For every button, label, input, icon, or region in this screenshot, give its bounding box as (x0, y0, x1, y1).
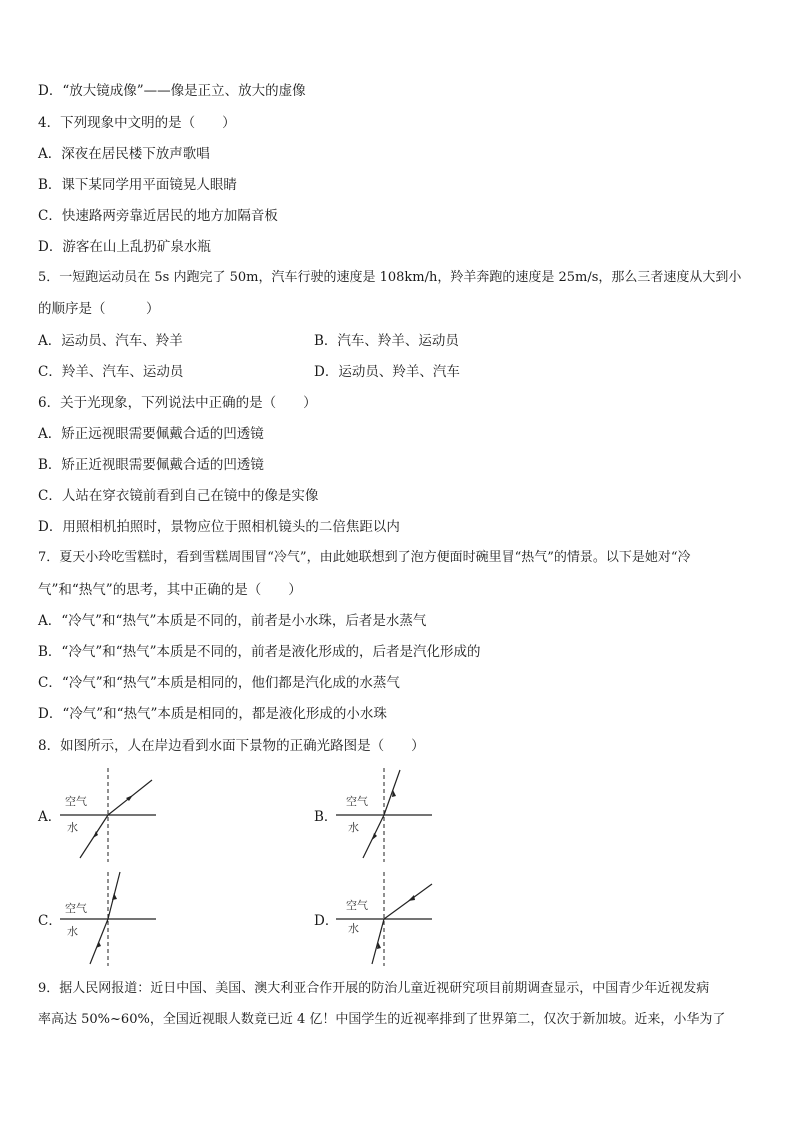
q5-option-d: D．运动员、羚羊、汽车 (314, 364, 460, 380)
q4-option-d: D．游客在山上乱扔矿泉水瓶 (38, 239, 211, 255)
q7-option-b: B．“冷气”和“热气”本质是不同的，前者是液化形成的，后者是汽化形成的 (38, 644, 481, 660)
q8-diagram-d (336, 872, 436, 966)
q7-stem-line2: 气”和“热气”的思考，其中正确的是（ ） (38, 582, 302, 598)
q5-stem-line1: 5．一短跑运动员在 5s 内跑完了 50m，汽车行驶的速度是 108km/h，羚羊奔跑的速度是 25m/s，那么三者速度从大到小 (38, 270, 742, 285)
q7-stem-line1: 7．夏天小玲吃雪糕时，看到雪糕周围冒“冷气”，由此她联想到了泡方便面时碗里冒“热气”的情景。以下是她对“冷 (38, 550, 691, 565)
q8b-water-label: 水 (348, 821, 359, 834)
q7-option-a: A．“冷气”和“热气”本质是不同的，前者是小水珠，后者是水蒸气 (38, 613, 427, 629)
q8c-air-label: 空气 (65, 902, 87, 915)
q6-option-c: C．人站在穿衣镜前看到自己在镜中的像是实像 (38, 488, 319, 504)
q8-label-b: B． (314, 809, 338, 825)
q8d-water-label: 水 (348, 922, 359, 935)
q6-option-b: B．矫正近视眼需要佩戴合适的凹透镜 (38, 457, 264, 473)
q6-stem: 6．关于光现象，下列说法中正确的是（ ） (38, 395, 317, 411)
q8-diagram-a (60, 768, 160, 862)
q3-option-d: D．“放大镜成像”——像是正立、放大的虚像 (38, 83, 306, 99)
q8a-air-label: 空气 (65, 795, 87, 808)
q4-option-c: C．快速路两旁靠近居民的地方加隔音板 (38, 208, 278, 224)
q8-label-c: C． (38, 913, 62, 929)
q5-stem-line2: 的顺序是（ ） (38, 301, 160, 317)
q7-option-c: C．“冷气”和“热气”本质是相同的，他们都是汽化成的水蒸气 (38, 675, 400, 691)
q8-diagram-c (60, 872, 160, 966)
q6-option-a: A．矫正远视眼需要佩戴合适的凹透镜 (38, 426, 264, 442)
q8b-air-label: 空气 (346, 795, 368, 808)
q8d-air-label: 空气 (346, 899, 368, 912)
q5-option-c: C．羚羊、汽车、运动员 (38, 364, 184, 380)
q4-option-a: A．深夜在居民楼下放声歌唱 (38, 146, 210, 162)
q8a-water-label: 水 (67, 821, 78, 834)
q8-stem: 8．如图所示，人在岸边看到水面下景物的正确光路图是（ ） (38, 738, 425, 754)
q5-option-b: B．汽车、羚羊、运动员 (314, 333, 459, 349)
q6-option-d: D．用照相机拍照时，景物应位于照相机镜头的二倍焦距以内 (38, 519, 400, 535)
q5-option-a: A．运动员、汽车、羚羊 (38, 333, 183, 349)
q8-label-a: A． (38, 809, 62, 825)
q8-label-d: D． (314, 913, 339, 929)
q4-stem: 4．下列现象中文明的是（ ） (38, 115, 236, 131)
q8-diagram-b (336, 768, 436, 862)
q8c-water-label: 水 (67, 925, 78, 938)
q4-option-b: B．课下某同学用平面镜晃人眼睛 (38, 177, 237, 193)
q9-stem-line1: 9．据人民网报道：近日中国、美国、澳大利亚合作开展的防治儿童近视研究项目前期调查显示，中国青少年近视发病 (38, 981, 710, 996)
q7-option-d: D．“冷气”和“热气”本质是相同的，都是液化形成的小水珠 (38, 706, 387, 722)
q9-stem-line2: 率高达 50%~60%，全国近视眼人数竟已近 4 亿！中国学生的近视率排到了世界第二，仅次于新加坡。近来，小华为了 (38, 1012, 726, 1027)
